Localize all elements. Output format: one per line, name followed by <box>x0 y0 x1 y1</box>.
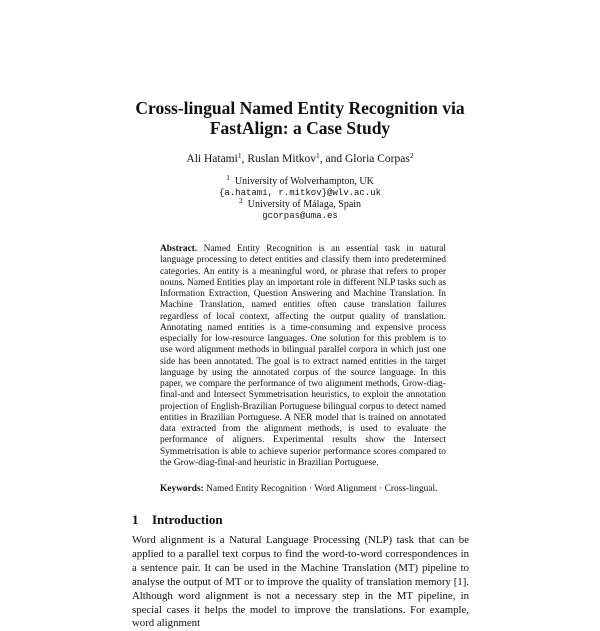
author-name: Ruslan Mitkov <box>247 153 317 165</box>
author-affiliation-mark: 1 <box>316 151 320 160</box>
affiliation-2-name: University of Málaga, Spain <box>247 199 362 211</box>
author-name: Ali Hatami <box>186 153 238 165</box>
author-list <box>0 152 600 166</box>
abstract-label: Abstract. <box>160 244 198 254</box>
affiliation-1-name: University of Wolverhampton, UK <box>234 176 374 187</box>
author-affiliation-mark: 2 <box>409 151 414 160</box>
section-heading-introduction <box>132 512 223 528</box>
affiliations <box>0 173 600 222</box>
affiliation-1-emails: {a.hatami, r.mitkov}@wlv.ac.uk <box>218 187 382 198</box>
title-line-1: Cross-lingual Named Entity Recognition via <box>135 98 465 118</box>
section-number: 1 <box>132 512 139 527</box>
author-affiliation-mark: 1 <box>237 151 242 160</box>
affiliation-mark: 2 <box>238 196 243 206</box>
introduction-paragraph: Word alignment is a Natural Language Processing (NLP) task that can be applied to a parallel text corpus to find the word-to-word correspondences in a sentence pair. It can be used in the Machine Translation (MT) pipeline to analyse the output of MT or to improve the quality of translation memory [1]. Although word alignment is not a necessary step in the MT pipeline, in special cases it helps the model to improve the translations. For example, word alignment <box>132 534 469 630</box>
affiliation-1 <box>0 173 600 188</box>
section-title: Introduction <box>152 512 223 527</box>
affiliation-2-email: gcorpas@uma.es <box>262 210 338 221</box>
title-line-2: FastAlign: a Case Study <box>209 118 391 138</box>
keywords-label: Keywords: <box>160 484 204 494</box>
abstract <box>160 244 446 469</box>
keywords <box>160 484 460 495</box>
abstract-text: Named Entity Recognition is an essential task in natural language processing to detect entities and classify them into predetermined categories. An entity is a meaningful word, or phrase that refers to proper nouns. Named Entities play an important role in different NLP tasks such as Information Extraction, Question Answering and Machine Translation. In Machine Translation, named entities often cause translation failures regardless of local context, affecting the output quality of translation. Annotating named entities is a time-consuming and expensive process especially for low-resource languages. One solution for this problem is to use word alignment methods in bilingual parallel corpora in which just one side has been annotated. The goal is to extract named entities in the target language by using the annotated corpus of the source language. In this paper, we compare the performance of two alignment methods, Grow-diag-final-and and Intersect Symmetrisation heuristics, to exploit the annotation projection of English-Brazilian Portuguese bilingual corpus to detect named entities in Brazilian Portuguese. A NER model that is trained on annotated data extracted from the alignment methods, is used to evaluate the performance of aligners. Experimental results show the Intersect Symmetrisation is able to achieve superior performance scores compared to the Grow-diag-final-and heuristic in Brazilian Portuguese. <box>160 244 447 468</box>
author-name: Gloria Corpas <box>345 153 410 165</box>
paper-title <box>0 98 600 138</box>
keywords-text: Named Entity Recognition · Word Alignment · Cross-lingual. <box>206 484 438 494</box>
author-separator: , <box>241 153 248 165</box>
affiliation-2 <box>0 196 600 211</box>
author-separator: , and <box>319 153 345 165</box>
affiliation-mark: 1 <box>226 173 230 182</box>
